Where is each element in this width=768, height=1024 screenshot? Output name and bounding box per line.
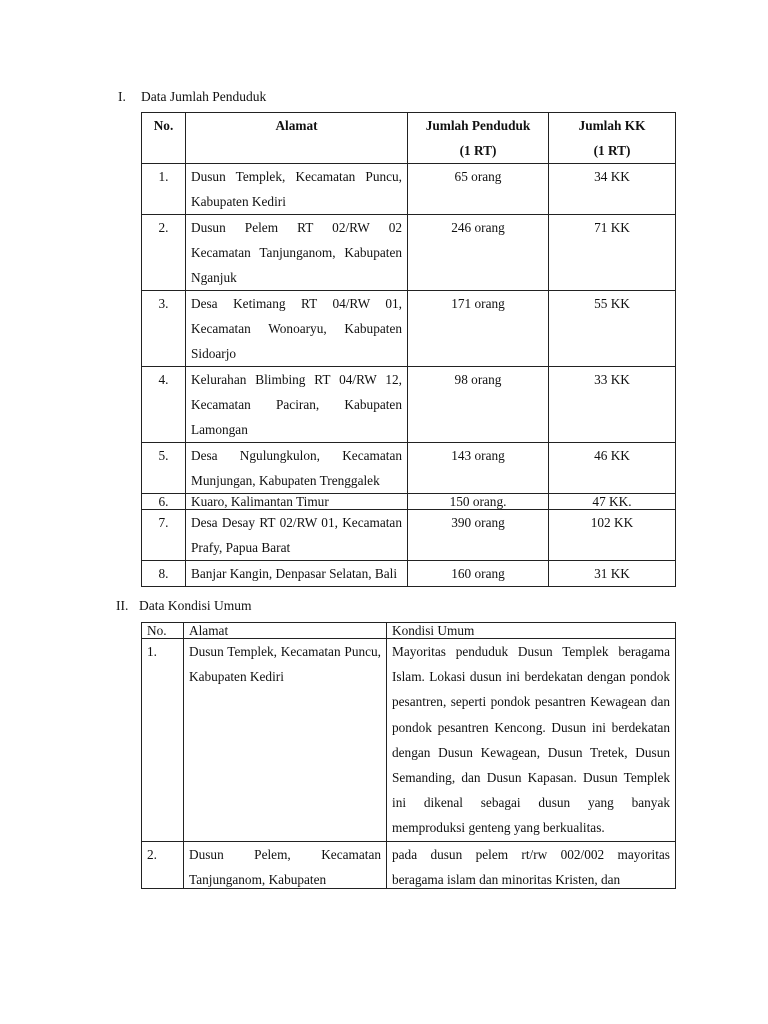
table-row: [142, 561, 676, 587]
header-alamat: Alamat: [184, 623, 387, 639]
row-kk: 102 KK: [549, 510, 676, 561]
section-2-number: II.: [116, 598, 129, 613]
header-kondisi-umum: Kondisi Umum: [387, 623, 676, 639]
population-table: [141, 112, 676, 587]
section-2-title: Data Kondisi Umum: [139, 598, 252, 613]
row-no: 2.: [142, 215, 186, 291]
row-kondisi: [387, 841, 676, 888]
table-row: [142, 215, 676, 291]
row-alamat: Kuaro, Kalimantan Timur: [186, 494, 408, 510]
row-alamat: Desa Desay RT 02/RW 01, Kecamatan Prafy, Papua Barat: [186, 510, 408, 561]
row-penduduk: 160 orang: [408, 561, 549, 587]
header-alamat: Alamat: [186, 113, 408, 164]
section-1-number: I.: [118, 89, 126, 104]
table-row: [142, 164, 676, 215]
header-no: No.: [142, 113, 186, 164]
row-alamat: Dusun Templek, Kecamatan Puncu, Kabupaten Kediri: [186, 164, 408, 215]
header-jumlah-penduduk: [408, 113, 549, 164]
header-jumlah-kk-label: Jumlah KK: [578, 118, 646, 133]
row-penduduk: 65 orang: [408, 164, 549, 215]
row-alamat: Desa Ngulungkulon, Kecamatan Munjungan, Kabupaten Trenggalek: [186, 443, 408, 494]
row-kk: 71 KK: [549, 215, 676, 291]
row-kk: 31 KK: [549, 561, 676, 587]
table-row: [142, 367, 676, 443]
row-penduduk: 246 orang: [408, 215, 549, 291]
header-jumlah-kk: [549, 113, 676, 164]
row-penduduk: 150 orang.: [408, 494, 549, 510]
row-penduduk: 390 orang: [408, 510, 549, 561]
table-row: [142, 494, 676, 510]
table-row: [142, 443, 676, 494]
section-1-heading: [118, 89, 267, 105]
row-no: 5.: [142, 443, 186, 494]
row-alamat: Kelurahan Blimbing RT 04/RW 12, Kecamatan Paciran, Kabupaten Lamongan: [186, 367, 408, 443]
header-no: No.: [142, 623, 184, 639]
header-jumlah-penduduk-sub: (1 RT): [459, 143, 497, 158]
row-no: 7.: [142, 510, 186, 561]
table-row: [142, 841, 676, 888]
header-jumlah-kk-sub: (1 RT): [593, 143, 631, 158]
row-kk: 34 KK: [549, 164, 676, 215]
row-penduduk: 143 orang: [408, 443, 549, 494]
row-kondisi: Mayoritas penduduk Dusun Templek beragama Islam. Lokasi dusun ini berdekatan dengan pondok pesantren, seperti pondok pesantren Kewagean dan pondok pesantren Kencong. Dusun ini berdekatan dengan Dusun Kewagean, Dusun Tretek, Dusun Semanding, dan Dusun Kapasan. Dusun Templek ini dikenal sebagai dusun yang banyak memproduksi genteng yang berkualitas.: [387, 639, 676, 842]
header-jumlah-penduduk-label: Jumlah Penduduk: [425, 118, 531, 133]
row-kk: 33 KK: [549, 367, 676, 443]
row-kk: 46 KK: [549, 443, 676, 494]
row-no: 6.: [142, 494, 186, 510]
row-alamat: Banjar Kangin, Denpasar Selatan, Bali: [186, 561, 408, 587]
condition-table: [141, 622, 676, 889]
row-penduduk: 171 orang: [408, 291, 549, 367]
section-2-heading: [116, 598, 252, 614]
row-kk: 47 KK.: [549, 494, 676, 510]
row-no-text: 2.: [147, 846, 157, 862]
row-no: 1.: [142, 164, 186, 215]
row-alamat: [184, 841, 387, 888]
table-header-row: [142, 113, 676, 164]
row-alamat: Dusun Pelem RT 02/RW 02 Kecamatan Tanjunganom, Kabupaten Nganjuk: [186, 215, 408, 291]
row-no: [142, 841, 184, 888]
table-row: [142, 510, 676, 561]
row-alamat: Desa Ketimang RT 04/RW 01, Kecamatan Wonoaryu, Kabupaten Sidoarjo: [186, 291, 408, 367]
row-kk: 55 KK: [549, 291, 676, 367]
row-alamat: Dusun Templek, Kecamatan Puncu, Kabupaten Kediri: [184, 639, 387, 842]
row-penduduk: 98 orang: [408, 367, 549, 443]
table-row: [142, 291, 676, 367]
row-kondisi-text: pada dusun pelem rt/rw 002/002 mayoritas beragama islam dan minoritas Kristen, dan: [392, 846, 670, 887]
section-1-title: Data Jumlah Penduduk: [141, 89, 267, 104]
table-row: [142, 639, 676, 842]
table-header-row: [142, 623, 676, 639]
row-no: 8.: [142, 561, 186, 587]
row-alamat-text: Dusun Pelem, Kecamatan Tanjunganom, Kabupaten: [189, 846, 381, 887]
row-no: 4.: [142, 367, 186, 443]
row-no: 1.: [142, 639, 184, 842]
row-no: 3.: [142, 291, 186, 367]
